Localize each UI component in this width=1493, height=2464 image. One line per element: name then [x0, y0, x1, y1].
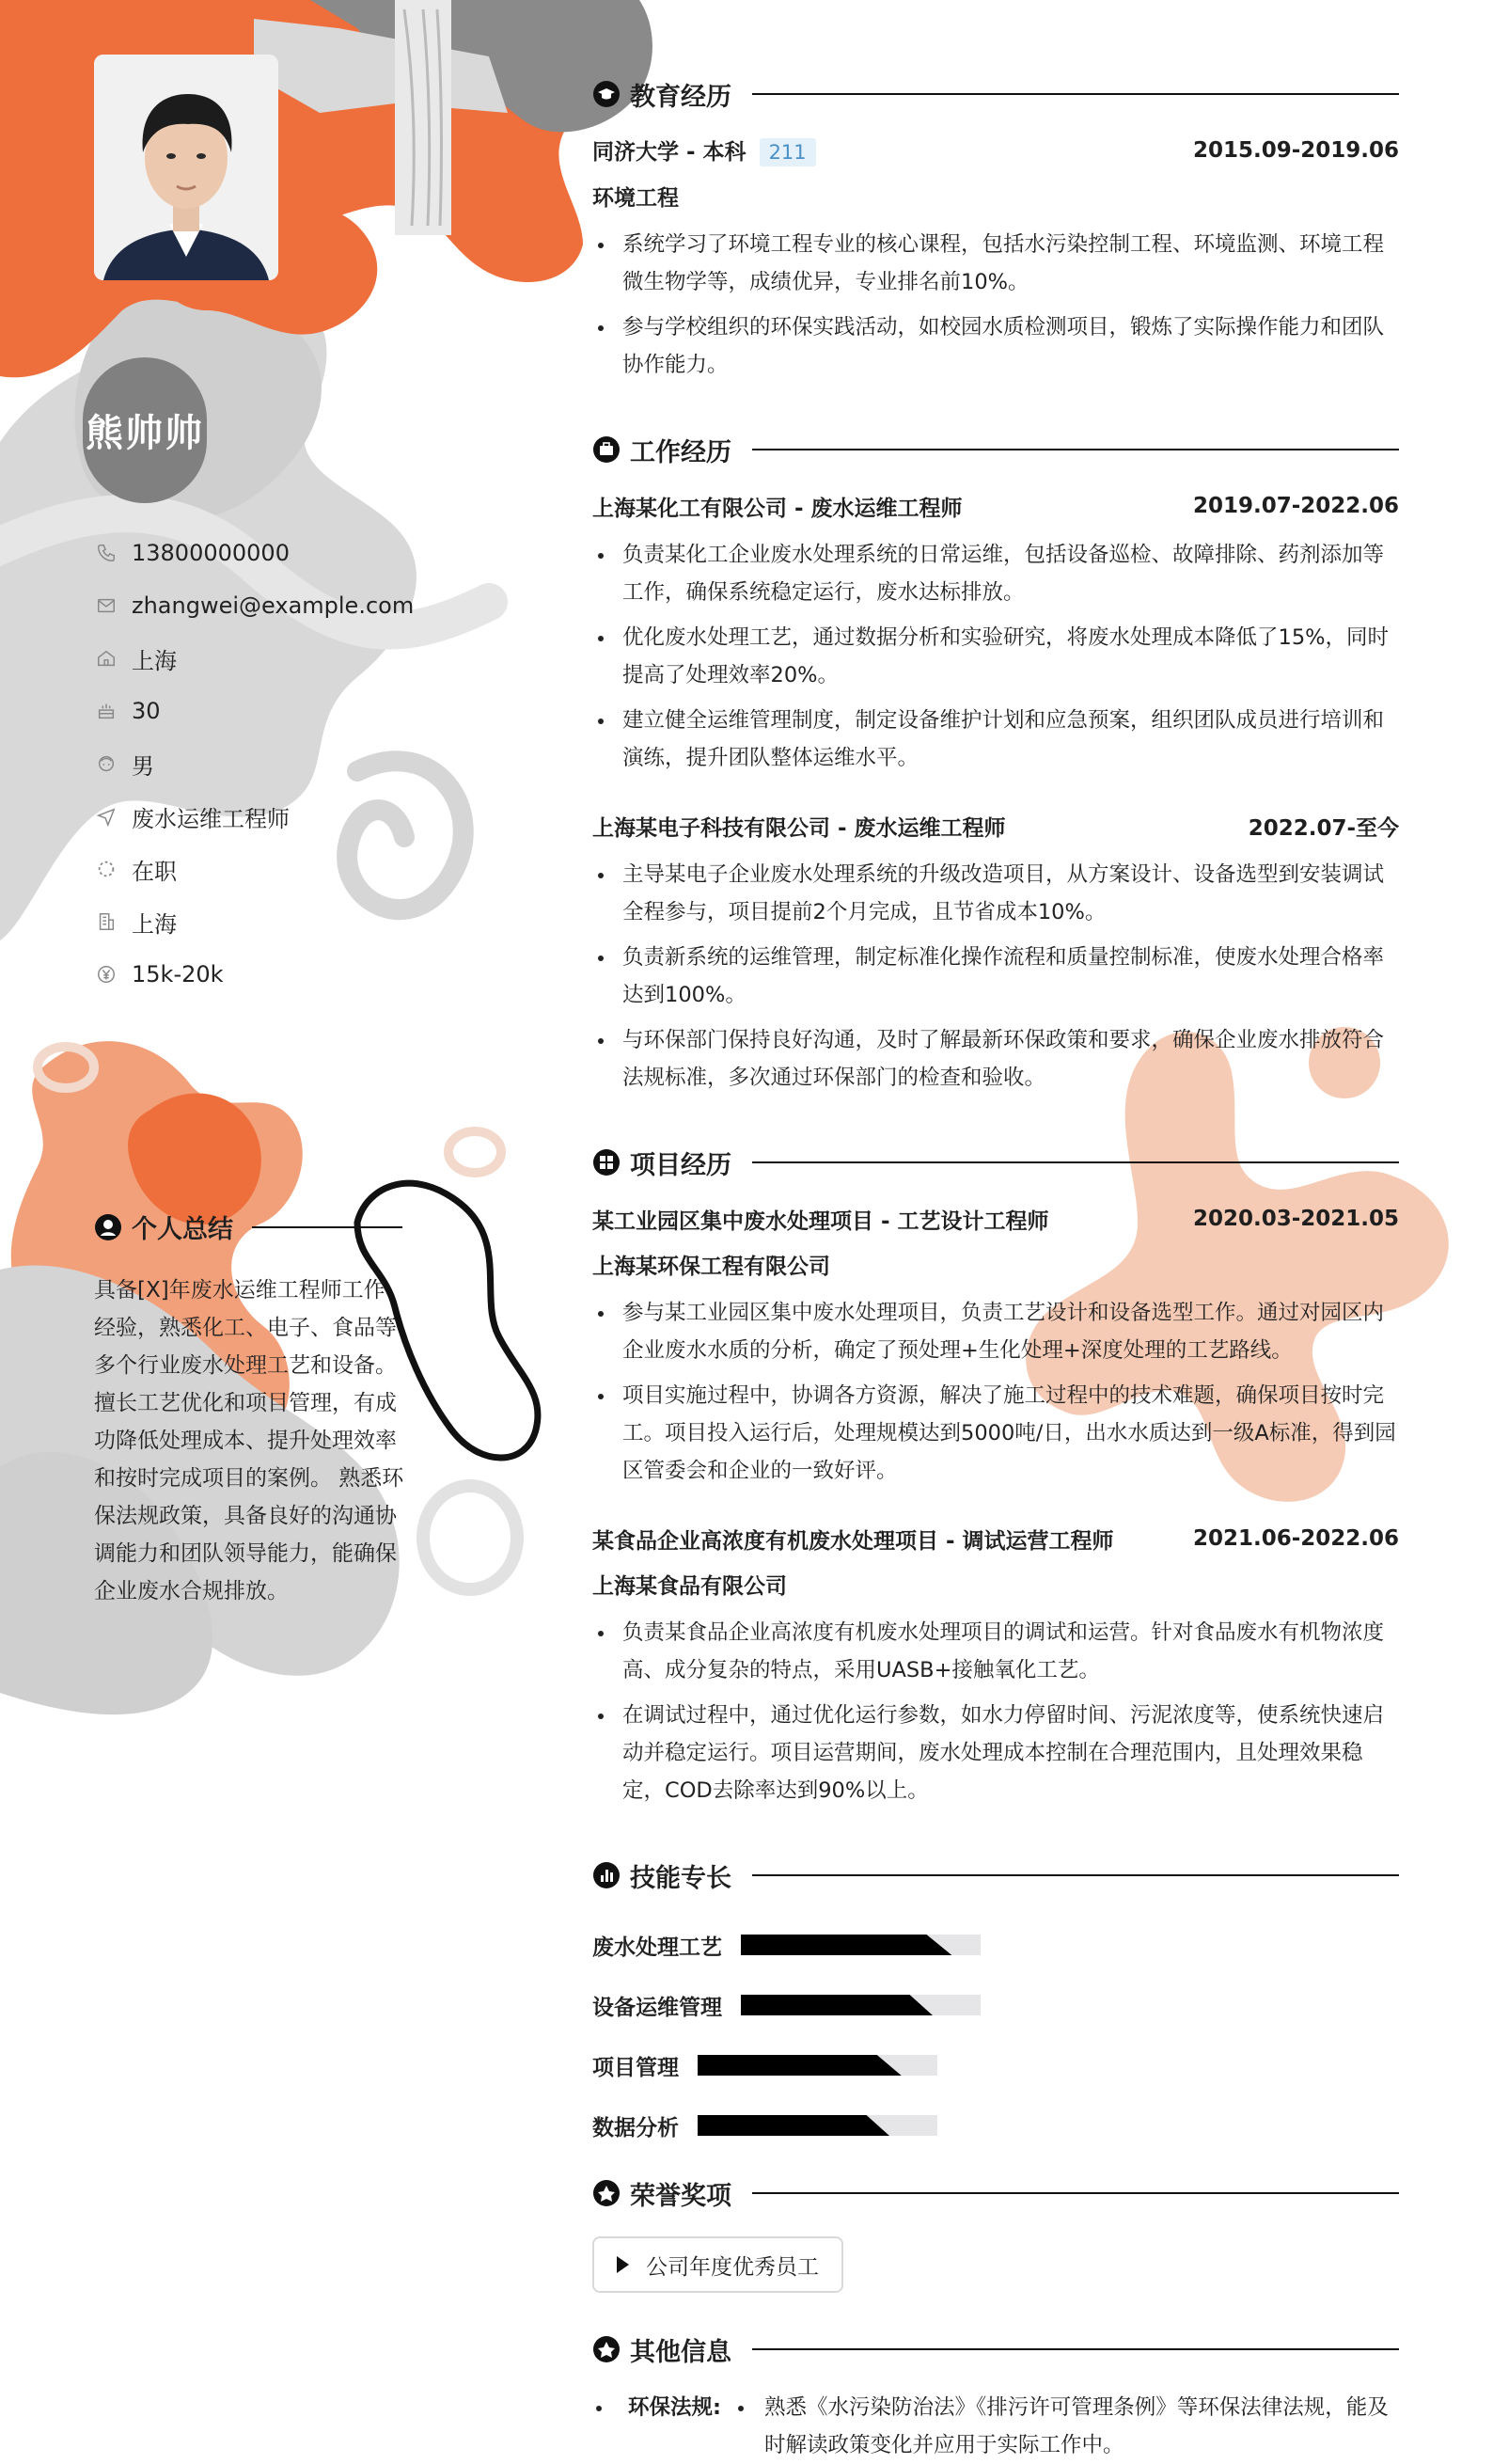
other-item [592, 2389, 1399, 2464]
project-heading: 某食品企业高浓度有机废水处理项目 - 调试运营工程师 [592, 1528, 1114, 1554]
building-icon [94, 909, 118, 934]
summary-header [94, 1208, 404, 1245]
contact-salary [94, 948, 432, 1001]
education-entry [592, 134, 1399, 167]
project-bullets [592, 1294, 1399, 1490]
contact-phone [94, 527, 432, 579]
job-entry [592, 809, 1399, 843]
job-date: 2022.07-至今 [1248, 815, 1399, 841]
contact-salary-value: 15k-20k [132, 961, 224, 987]
work-header [592, 431, 1399, 468]
briefcase-icon [592, 435, 621, 464]
grid-icon [592, 1148, 621, 1177]
skill-bar [741, 1995, 981, 2015]
award-label: 公司年度优秀员工 [646, 2254, 819, 2280]
skills-header [592, 1856, 1399, 1894]
other-title: 其他信息 [630, 2337, 731, 2367]
skill-item [592, 2095, 1006, 2156]
skill-bar [698, 2115, 937, 2136]
list-item: 与环保部门保持良好沟通，及时了解最新环保政策和要求，确保企业废水排放符合法规标准，多次通过环保部门的检查和验收。 [592, 1021, 1399, 1097]
job-heading: 上海某化工有限公司 - 废水运维工程师 [592, 496, 963, 521]
contact-status-value: 在职 [132, 858, 177, 885]
list-item: 参与某工业园区集中废水处理项目，负责工艺设计和设备选型工作。通过对园区内企业废水水质的分析，确定了预处理+生化处理+深度处理的工艺路线。 [592, 1294, 1399, 1369]
award-item [592, 2236, 843, 2293]
skill-bar-fill [698, 2115, 889, 2136]
summary-title: 个人总结 [132, 1215, 233, 1244]
contact-location-value: 上海 [132, 647, 177, 674]
school-tag-badge: 211 [760, 138, 816, 166]
projects-title: 项目经历 [630, 1150, 731, 1180]
education-bullets [592, 226, 1399, 384]
skill-name: 废水处理工艺 [592, 1935, 722, 1960]
education-header [592, 75, 1399, 113]
list-item: 主导某电子企业废水处理系统的升级改造项目，从方案设计、设备选型到安装调试全程参与，项目提前2个月完成，且节省成本10%。 [592, 856, 1399, 931]
project-bullets [592, 1614, 1399, 1809]
project-company: 上海某食品有限公司 [592, 1574, 787, 1599]
gender-icon [94, 751, 118, 776]
skill-bar [741, 1935, 981, 1955]
contact-city [94, 895, 432, 948]
project-company: 上海某环保工程有限公司 [592, 1255, 830, 1279]
skills-title: 技能专长 [630, 1863, 731, 1893]
other-header [592, 2330, 1399, 2368]
list-item: 建立健全运维管理制度，制定设备维护计划和应急预案，组织团队成员进行培训和演练，提升团队整体运维水平。 [592, 702, 1399, 777]
play-icon [617, 2256, 629, 2273]
education-date: 2015.09-2019.06 [1192, 138, 1399, 163]
info-icon [592, 2335, 621, 2363]
awards-header [592, 2174, 1399, 2212]
project-date: 2021.06-2022.06 [1192, 1526, 1399, 1551]
project-date: 2020.03-2021.05 [1192, 1207, 1399, 1231]
contact-phone-value: 13800000000 [132, 540, 290, 566]
list-item: 负责新系统的运维管理，制定标准化操作流程和质量控制标准，使废水处理合格率达到100%。 [592, 939, 1399, 1014]
skill-item [592, 1975, 1006, 2035]
summary-section [94, 1208, 404, 1610]
home-icon [94, 646, 118, 671]
skill-item [592, 2035, 1006, 2095]
contact-position [94, 790, 432, 843]
other-text: 熟悉《水污染防治法》《排污许可管理条例》等环保法律法规，能及时解读政策变化并应用于实际工作中。 [764, 2395, 1389, 2457]
skills-divider [752, 1874, 1399, 1876]
contact-status [94, 843, 432, 895]
contact-gender [94, 737, 432, 790]
contact-age [94, 685, 432, 737]
send-icon [94, 804, 118, 829]
contact-location [94, 632, 432, 685]
cake-icon [94, 699, 118, 723]
contact-email [94, 579, 432, 632]
projects-divider [752, 1161, 1399, 1163]
graduation-cap-icon [592, 80, 621, 108]
bar-chart-icon [592, 1861, 621, 1889]
skill-list [592, 1915, 1399, 2156]
contact-gender-value: 男 [132, 752, 154, 780]
work-title: 工作经历 [630, 437, 731, 467]
job-entry [592, 489, 1399, 523]
project-entry [592, 1202, 1399, 1236]
summary-divider [252, 1226, 402, 1228]
education-major: 环境工程 [592, 186, 679, 211]
contact-email-value: zhangwei@example.com [132, 592, 415, 619]
user-icon [94, 1213, 122, 1241]
skill-item [592, 1915, 1006, 1975]
education-title: 教育经历 [630, 82, 731, 112]
awards-title: 荣誉奖项 [630, 2181, 731, 2211]
list-item: 项目实施过程中，协调各方资源，解决了施工过程中的技术难题，确保项目按时完工。项目投入运行后，处理规模达到5000吨/日，出水水质达到一级A标准，得到园区管委会和企业的一致好评。 [592, 1377, 1399, 1490]
skill-bar-fill [698, 2055, 902, 2076]
awards-divider [752, 2192, 1399, 2194]
yen-icon [94, 962, 118, 987]
list-item: 在调试过程中，通过优化运行参数，如水力停留时间、污泥浓度等，使系统快速启动并稳定运行。项目运营期间，废水处理成本控制在合理范围内，且处理效果稳定，COD去除率达到90%以上。 [592, 1697, 1399, 1809]
job-heading: 上海某电子科技有限公司 - 废水运维工程师 [592, 815, 1006, 841]
list-item: 负责某化工企业废水处理系统的日常运维，包括设备巡检、故障排除、药剂添加等工作，确保系统稳定运行，废水达标排放。 [592, 536, 1399, 611]
contact-city-value: 上海 [132, 910, 177, 938]
contact-age-value: 30 [132, 698, 161, 724]
profile-name: 熊帅帅 [83, 357, 207, 503]
contact-list [94, 527, 432, 1001]
education-school: 同济大学 - 本科 [592, 140, 746, 165]
project-heading: 某工业园区集中废水处理项目 - 工艺设计工程师 [592, 1208, 1049, 1234]
status-icon [94, 857, 118, 881]
skill-name: 数据分析 [592, 2115, 679, 2140]
skill-bar-fill [741, 1935, 951, 1955]
project-entry [592, 1522, 1399, 1556]
work-divider [752, 449, 1399, 450]
list-item: 负责某食品企业高浓度有机废水处理项目的调试和运营。针对食品废水有机物浓度高、成分复杂的特点，采用UASB+接触氧化工艺。 [592, 1614, 1399, 1689]
projects-header [592, 1144, 1399, 1181]
job-date: 2019.07-2022.06 [1192, 494, 1399, 518]
other-label: 环保法规: [628, 2395, 721, 2420]
job-bullets [592, 536, 1399, 777]
avatar [94, 55, 278, 280]
summary-text: 具备[X]年废水运维工程师工作经验，熟悉化工、电子、食品等多个行业废水处理工艺和设备。 擅长工艺优化和项目管理，有成功降低处理成本、提升处理效率和按时完成项目的案例。 熟悉环保法规政策，具备良好的沟通协调能力和团队领导能力，能确保企业废水合规排放。 [94, 1278, 404, 1603]
other-divider [752, 2348, 1399, 2350]
award-icon [592, 2179, 621, 2207]
phone-icon [94, 541, 118, 565]
skill-bar [698, 2055, 937, 2076]
job-bullets [592, 856, 1399, 1097]
list-item: 系统学习了环境工程专业的核心课程，包括水污染控制工程、环境监测、环境工程微生物学等，成绩优异，专业排名前10%。 [592, 226, 1399, 301]
list-item: 参与学校组织的环保实践活动，如校园水质检测项目，锻炼了实际操作能力和团队协作能力。 [592, 308, 1399, 384]
mail-icon [94, 593, 118, 618]
education-divider [752, 93, 1399, 95]
list-item: 优化废水处理工艺，通过数据分析和实验研究，将废水处理成本降低了15%，同时提高了处理效率20%。 [592, 619, 1399, 694]
skill-bar-fill [741, 1995, 933, 2015]
contact-position-value: 废水运维工程师 [132, 805, 290, 832]
skill-name: 设备运维管理 [592, 1995, 722, 2020]
main-column [592, 75, 1399, 2464]
skill-name: 项目管理 [592, 2055, 679, 2080]
